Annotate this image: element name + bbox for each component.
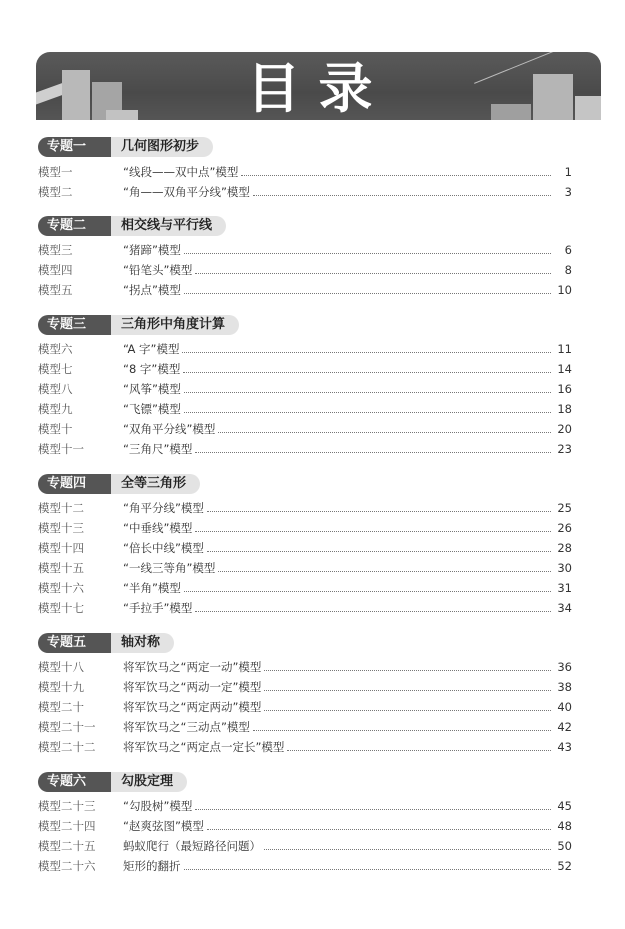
page-number: 11	[557, 342, 572, 356]
model-label: 模型一	[38, 165, 73, 179]
toc-entry[interactable]	[38, 658, 572, 676]
page-number: 40	[557, 700, 572, 714]
page-number: 30	[557, 561, 572, 575]
dot-leader	[241, 163, 551, 176]
page-number: 42	[557, 720, 572, 734]
model-label: 模型十五	[38, 561, 84, 575]
model-label: 模型二十四	[38, 819, 96, 833]
page-number: 23	[557, 442, 572, 456]
dot-leader	[184, 380, 551, 393]
section-tag: 专题四	[38, 474, 111, 494]
toc-entry[interactable]	[38, 241, 572, 259]
toc-entry[interactable]	[38, 163, 572, 181]
entry-title: 将军饮马之“三动点”模型	[123, 720, 250, 734]
section-header[interactable]	[38, 136, 213, 158]
section-title: 三角形中角度计算	[111, 315, 239, 335]
page-number: 31	[557, 581, 572, 595]
page-number: 50	[557, 839, 572, 853]
entry-title: 蚂蚁爬行（最短路径问题）	[123, 839, 261, 853]
model-label: 模型十	[38, 422, 73, 436]
toc-entry[interactable]	[38, 797, 572, 815]
page-number: 1	[564, 165, 572, 179]
section-tag: 专题六	[38, 772, 111, 792]
section-tag: 专题五	[38, 633, 111, 653]
toc-entry[interactable]	[38, 539, 572, 557]
entry-title: “双角平分线”模型	[123, 422, 216, 436]
model-label: 模型十二	[38, 501, 84, 515]
entry-title: “倍长中线”模型	[123, 541, 204, 555]
dot-leader	[195, 519, 551, 532]
page-number: 28	[557, 541, 572, 555]
section-header[interactable]	[38, 632, 174, 654]
page-number: 20	[557, 422, 572, 436]
dot-leader	[182, 340, 551, 353]
page-number: 26	[557, 521, 572, 535]
entry-title: “风筝”模型	[123, 382, 181, 396]
model-label: 模型三	[38, 243, 73, 257]
section-title: 相交线与平行线	[111, 216, 226, 236]
dot-leader	[207, 817, 551, 830]
entry-title: “半角”模型	[123, 581, 181, 595]
entry-title: 将军饮马之“两定一动”模型	[123, 660, 262, 674]
dot-leader	[218, 559, 551, 572]
page-number: 45	[557, 799, 572, 813]
dot-leader	[184, 400, 551, 413]
dot-leader	[195, 440, 551, 453]
section-header[interactable]	[38, 215, 226, 237]
toc-entry[interactable]	[38, 380, 572, 398]
dot-leader	[264, 698, 551, 711]
page-number: 6	[564, 243, 572, 257]
page-number: 48	[557, 819, 572, 833]
dot-leader	[183, 360, 551, 373]
dot-leader	[264, 658, 551, 671]
page-number: 38	[557, 680, 572, 694]
model-label: 模型二十五	[38, 839, 96, 853]
page-number: 18	[557, 402, 572, 416]
entry-title: “角平分线”模型	[123, 501, 204, 515]
page-number: 25	[557, 501, 572, 515]
model-label: 模型十九	[38, 680, 84, 694]
model-label: 模型六	[38, 342, 73, 356]
toc-entry[interactable]	[38, 440, 572, 458]
entry-title: “手拉手”模型	[123, 601, 193, 615]
model-label: 模型十四	[38, 541, 84, 555]
page-number: 8	[564, 263, 572, 277]
model-label: 模型十七	[38, 601, 84, 615]
dot-leader	[253, 183, 551, 196]
dot-leader	[287, 738, 551, 751]
entry-title: 矩形的翻折	[123, 859, 181, 873]
entry-title: “赵爽弦图”模型	[123, 819, 204, 833]
dot-leader	[195, 599, 551, 612]
toc-entry[interactable]	[38, 738, 572, 756]
dot-leader	[184, 857, 552, 870]
toc-entry[interactable]	[38, 183, 572, 201]
section-header[interactable]	[38, 771, 187, 793]
section-header[interactable]	[38, 314, 239, 336]
dot-leader	[253, 718, 551, 731]
toc-entry[interactable]	[38, 261, 572, 279]
section-title: 全等三角形	[111, 474, 200, 494]
model-label: 模型十六	[38, 581, 84, 595]
entry-title: “线段——双中点”模型	[123, 165, 239, 179]
section-tag: 专题二	[38, 216, 111, 236]
model-label: 模型十八	[38, 660, 84, 674]
entry-title: “一线三等角”模型	[123, 561, 216, 575]
toc-entry[interactable]	[38, 579, 572, 597]
dot-leader	[184, 579, 551, 592]
entry-title: “三角尺”模型	[123, 442, 193, 456]
dot-leader	[207, 499, 551, 512]
model-label: 模型五	[38, 283, 73, 297]
dot-leader	[264, 678, 551, 691]
toc-entry[interactable]	[38, 559, 572, 577]
dot-leader	[264, 837, 551, 850]
model-label: 模型二十一	[38, 720, 96, 734]
section-tag: 专题一	[38, 137, 111, 157]
entry-title: “猪蹄”模型	[123, 243, 181, 257]
page-number: 3	[564, 185, 572, 199]
entry-title: 将军饮马之“两定两动”模型	[123, 700, 262, 714]
dot-leader	[195, 797, 551, 810]
entry-title: “勾股树”模型	[123, 799, 193, 813]
page-number: 52	[557, 859, 572, 873]
section-title: 勾股定理	[111, 772, 187, 792]
toc-entry[interactable]	[38, 281, 572, 299]
entry-title: “中垂线”模型	[123, 521, 193, 535]
page-number: 14	[557, 362, 572, 376]
toc-entry[interactable]	[38, 420, 572, 438]
page-number: 16	[557, 382, 572, 396]
section-header[interactable]	[38, 473, 200, 495]
toc-entry[interactable]	[38, 499, 572, 517]
toc-entry[interactable]	[38, 698, 572, 716]
dot-leader	[218, 420, 551, 433]
toc-entry[interactable]	[38, 857, 572, 875]
entry-title: “铅笔头”模型	[123, 263, 193, 277]
dot-leader	[184, 241, 551, 254]
model-label: 模型八	[38, 382, 73, 396]
entry-title: 将军饮马之“两定点一定长”模型	[123, 740, 285, 754]
entry-title: “拐点”模型	[123, 283, 181, 297]
toc-entry[interactable]	[38, 599, 572, 617]
section-title: 几何图形初步	[111, 137, 213, 157]
page-title: 目录	[246, 57, 391, 120]
entry-title: “8 字”模型	[123, 362, 181, 376]
page-number: 34	[557, 601, 572, 615]
toc-entry[interactable]	[38, 837, 572, 855]
model-label: 模型九	[38, 402, 73, 416]
dot-leader	[184, 281, 551, 294]
toc-entry[interactable]	[38, 718, 572, 736]
model-label: 模型二十二	[38, 740, 96, 754]
dot-leader	[207, 539, 551, 552]
entry-title: “角——双角平分线”模型	[123, 185, 250, 199]
entry-title: “飞镖”模型	[123, 402, 181, 416]
toc-entry[interactable]	[38, 817, 572, 835]
section-tag: 专题三	[38, 315, 111, 335]
model-label: 模型四	[38, 263, 73, 277]
toc-entry[interactable]	[38, 360, 572, 378]
model-label: 模型二	[38, 185, 73, 199]
model-label: 模型二十六	[38, 859, 96, 873]
model-label: 模型二十	[38, 700, 84, 714]
entry-title: 将军饮马之“两动一定”模型	[123, 680, 262, 694]
model-label: 模型十一	[38, 442, 84, 456]
model-label: 模型二十三	[38, 799, 96, 813]
dot-leader	[195, 261, 551, 274]
page-number: 43	[557, 740, 572, 754]
page-number: 10	[557, 283, 572, 297]
model-label: 模型十三	[38, 521, 84, 535]
entry-title: “A 字”模型	[123, 342, 180, 356]
toc-banner	[36, 52, 601, 120]
toc-entry[interactable]	[38, 340, 572, 358]
section-title: 轴对称	[111, 633, 174, 653]
page-number: 36	[557, 660, 572, 674]
toc-entry[interactable]	[38, 400, 572, 418]
model-label: 模型七	[38, 362, 73, 376]
toc-entry[interactable]	[38, 519, 572, 537]
toc-entry[interactable]	[38, 678, 572, 696]
